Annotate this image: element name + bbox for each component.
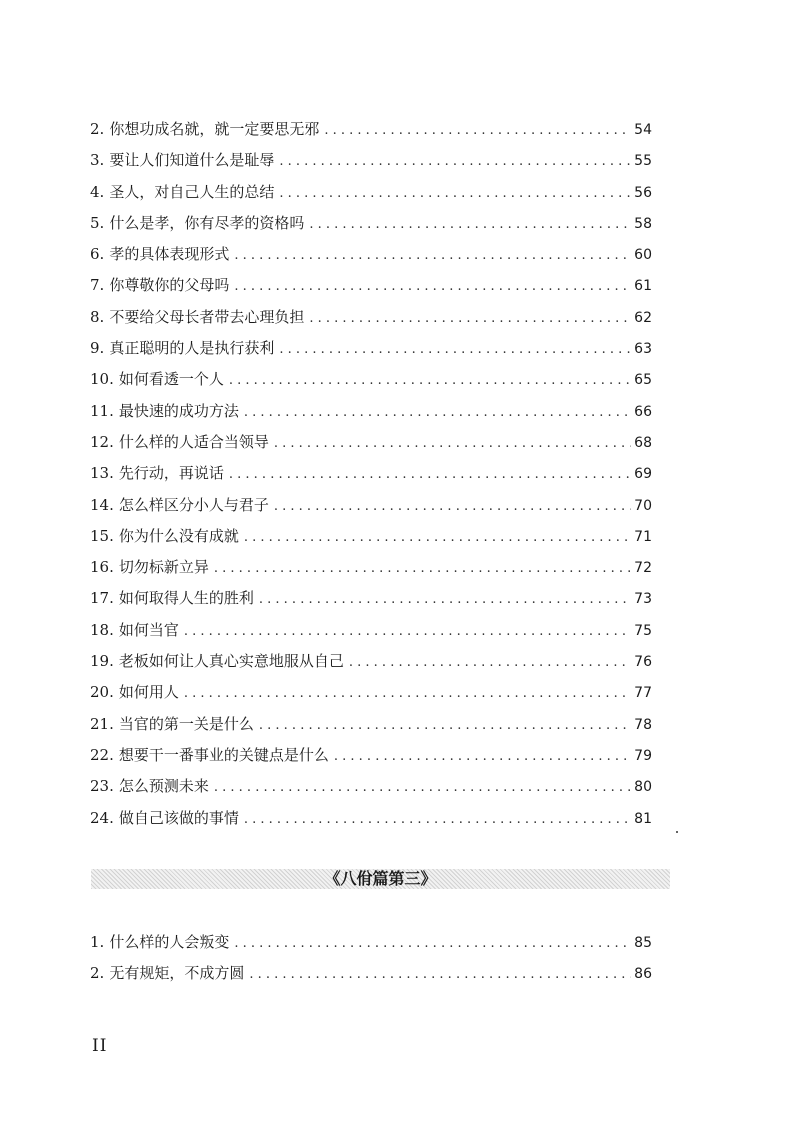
toc-leader-dots (184, 616, 631, 647)
toc-leader-dots (244, 522, 631, 553)
toc-entry-title: 怎么预测未来 (118, 777, 209, 796)
toc-leader-dots (309, 303, 631, 334)
toc-entry[interactable] (90, 458, 652, 489)
toc-entry-page: 86 (634, 966, 652, 983)
toc-entry-number: 9. (90, 339, 105, 358)
toc-entry[interactable] (90, 396, 652, 427)
toc-entry-title: 孝的具体表现形式 (109, 245, 230, 264)
toc-entry-number: 5. (90, 213, 105, 232)
toc-entry-title: 圣人，对自己人生的总结 (109, 182, 275, 201)
toc-entry-title: 不要给父母长者带去心理负担 (109, 307, 305, 326)
toc-entry[interactable] (90, 364, 652, 395)
toc-entry[interactable] (90, 490, 652, 521)
toc-entry-page: 66 (634, 403, 652, 420)
toc-entry-number: 17. (90, 589, 114, 608)
toc-entry-title: 什么样的人会叛变 (109, 933, 230, 951)
toc-leader-dots (184, 678, 631, 709)
toc-entry-page: 60 (634, 247, 652, 264)
toc-entry-number: 14. (90, 495, 114, 514)
toc-list-first (90, 114, 652, 834)
toc-entry-title: 老板如何让人真心实意地服从自己 (118, 652, 344, 671)
toc-entry-title: 做自己该做的事情 (118, 808, 239, 827)
page-number: II (92, 1036, 108, 1056)
toc-entry-page: 58 (634, 215, 652, 232)
toc-entry-number: 16. (90, 558, 114, 577)
toc-entry[interactable] (90, 552, 652, 583)
toc-leader-dots (244, 804, 631, 835)
toc-entry-number: 3. (90, 151, 105, 170)
toc-leader-dots (234, 240, 631, 271)
toc-entry-page: 76 (634, 654, 652, 671)
toc-entry[interactable] (90, 583, 652, 614)
toc-entry-page: 80 (634, 779, 652, 796)
toc-entry[interactable] (90, 646, 652, 677)
toc-entry-number: 19. (90, 652, 114, 671)
toc-leader-dots (229, 365, 631, 396)
toc-entry-page: 70 (634, 497, 652, 514)
toc-leader-dots (214, 772, 631, 803)
toc-leader-dots (279, 334, 631, 365)
toc-entry-title: 如何当官 (118, 620, 179, 639)
toc-entry[interactable] (90, 709, 652, 740)
scan-speck (676, 831, 678, 833)
toc-entry-number: 18. (90, 620, 114, 639)
toc-entry-number: 20. (90, 683, 114, 702)
toc-entry-number: 21. (90, 714, 114, 733)
toc-entry-number: 15. (90, 526, 114, 545)
toc-entry[interactable] (90, 615, 652, 646)
toc-entry-page: 72 (634, 560, 652, 577)
toc-entry[interactable] (90, 177, 652, 208)
toc-entry-number: 1. (90, 933, 105, 951)
toc-leader-dots (279, 178, 631, 209)
toc-entry-number: 13. (90, 464, 114, 483)
toc-entry-page: 62 (634, 309, 652, 326)
toc-entry-page: 78 (634, 716, 652, 733)
toc-entry-page: 73 (634, 591, 652, 608)
toc-leader-dots (349, 647, 631, 678)
toc-entry[interactable] (90, 114, 652, 145)
toc-entry[interactable] (90, 677, 652, 708)
toc-entry-number: 22. (90, 745, 114, 764)
toc-leader-dots (309, 209, 631, 240)
toc-leader-dots (334, 741, 631, 772)
toc-entry-title: 切勿标新立异 (118, 558, 209, 577)
toc-entry-title: 要让人们知道什么是耻辱 (109, 151, 275, 170)
toc-leader-dots (234, 271, 631, 302)
toc-entry[interactable] (90, 958, 652, 989)
toc-entry-number: 24. (90, 808, 114, 827)
toc-entry-number: 10. (90, 370, 114, 389)
toc-entry-page: 68 (634, 434, 652, 451)
toc-entry-page: 81 (634, 810, 652, 827)
toc-entry-page: 85 (634, 935, 652, 951)
section-banner (91, 869, 670, 889)
toc-entry[interactable] (90, 740, 652, 771)
toc-entry-title: 什么样的人适合当领导 (118, 432, 269, 451)
toc-entry[interactable] (90, 302, 652, 333)
toc-leader-dots (244, 397, 631, 428)
toc-entry[interactable] (90, 771, 652, 802)
toc-entry-page: 56 (634, 184, 652, 201)
toc-entry-title: 你为什么没有成就 (118, 526, 239, 545)
toc-entry-page: 55 (634, 153, 652, 170)
toc-leader-dots (259, 584, 631, 615)
toc-entry-title: 如何用人 (118, 683, 179, 702)
toc-entry[interactable] (90, 208, 652, 239)
toc-entry-number: 23. (90, 777, 114, 796)
toc-entry[interactable] (90, 927, 652, 958)
toc-entry[interactable] (90, 521, 652, 552)
toc-entry-title: 你尊敬你的父母吗 (109, 276, 230, 295)
toc-entry-title: 先行动，再说话 (118, 464, 224, 483)
toc-entry[interactable] (90, 803, 652, 834)
toc-leader-dots (229, 459, 631, 490)
toc-entry-title: 如何取得人生的胜利 (118, 589, 254, 608)
toc-entry-page: 63 (634, 341, 652, 358)
toc-entry[interactable] (90, 333, 652, 364)
toc-entry[interactable] (90, 239, 652, 270)
toc-entry-title: 真正聪明的人是执行获利 (109, 339, 275, 358)
toc-entry-page: 54 (634, 122, 652, 138)
toc-entry-title: 如何看透一个人 (118, 370, 224, 389)
toc-entry-number: 7. (90, 276, 105, 295)
toc-leader-dots (279, 146, 631, 177)
toc-entry[interactable] (90, 427, 652, 458)
toc-leader-dots (274, 428, 631, 459)
toc-leader-dots (214, 553, 631, 584)
toc-entry-page: 77 (634, 685, 652, 702)
toc-entry-page: 65 (634, 372, 652, 389)
toc-entry-title: 无有规矩，不成方圆 (109, 964, 245, 983)
toc-leader-dots (259, 710, 631, 741)
toc-entry-number: 4. (90, 182, 105, 201)
toc-entry-title: 什么是孝，你有尽孝的资格吗 (109, 213, 305, 232)
toc-entry-number: 8. (90, 307, 105, 326)
toc-list-second (90, 927, 652, 990)
toc-leader-dots (324, 115, 631, 146)
toc-entry-page: 61 (634, 278, 652, 295)
toc-entry-page: 79 (634, 747, 652, 764)
toc-entry-number: 2. (90, 120, 105, 138)
toc-entry-page: 75 (634, 622, 652, 639)
toc-entry-title: 当官的第一关是什么 (118, 714, 254, 733)
toc-entry-title: 最快速的成功方法 (118, 401, 239, 420)
toc-entry[interactable] (90, 270, 652, 301)
toc-entry-title: 你想功成名就，就一定要思无邪 (109, 120, 320, 138)
toc-entry[interactable] (90, 145, 652, 176)
toc-entry-page: 71 (634, 528, 652, 545)
section-title: 《八佾篇第三》 (324, 869, 437, 888)
toc-entry-number: 12. (90, 432, 114, 451)
toc-leader-dots (234, 928, 631, 959)
toc-entry-number: 11. (90, 401, 114, 420)
toc-entry-title: 想要干一番事业的关键点是什么 (118, 745, 329, 764)
toc-entry-number: 6. (90, 245, 105, 264)
toc-entry-number: 2. (90, 964, 105, 983)
toc-entry-title: 怎么样区分小人与君子 (118, 495, 269, 514)
toc-entry-page: 69 (634, 466, 652, 483)
toc-leader-dots (274, 491, 631, 522)
toc-leader-dots (249, 959, 631, 990)
